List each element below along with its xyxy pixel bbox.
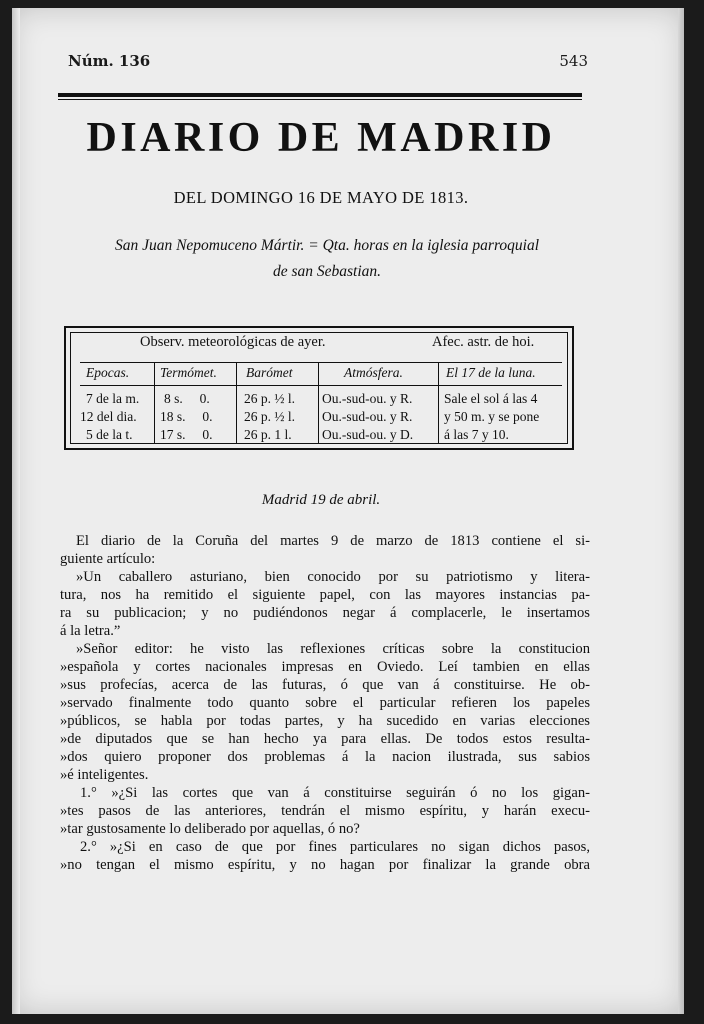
header-rule [58,93,582,97]
page-number: 543 [559,52,588,70]
saint-line-1: San Juan Nepomuceno Mártir. = Qta. horas en la iglesia parroquial [114,237,540,254]
text-line: tura, nos ha remitido el siguiente papel, con las mayores instancias pa- [60,587,590,603]
column-barometro [240,363,318,443]
newspaper-page [12,8,684,1014]
text-line: »Un caballero asturiano, bien conocido por su patriotismo y litera- [76,569,590,585]
column-header: El 17 de la luna. [446,365,536,380]
text-line: 1.° »¿Si las cortes que van á constituirse seguirán ó no los gigan- [80,785,590,801]
issue-number: Núm. 136 [68,52,151,70]
text-line: »dos quiero proponer dos problemas á la nacion ilustrada, sus sabios [60,749,590,765]
text-line: »públicos, se habla por todas partes, y ha sucedido en varias elecciones [60,713,590,729]
column-epocas [80,363,154,443]
page-gutter [12,8,20,1014]
text-line: »no tengan el mismo espíritu, y no hagan por finalizar la grande obra [60,857,590,873]
text-line: »tar gustosamente lo deliberado por aquellas, ó no? [60,821,360,837]
table-cell: 5 de la t. [86,427,133,442]
text-line: »de diputados que se han hecho ya para ellas. De todos estos resulta- [60,731,590,747]
column-header: Epocas. [86,365,130,380]
header-rule-thin [58,99,582,100]
text-line: guiente artículo: [60,551,156,567]
table-cell: Ou.-sud-ou. y R. [322,409,413,424]
text-line: El diario de la Coruña del martes 9 de marzo de 1813 contiene el si- [76,533,590,549]
table-cell: 12 del dia. [80,409,137,424]
text-line: »servado finalmente todo quanto sobre el particular refieren los papeles [60,695,590,711]
column-luna [442,363,568,443]
column-termometro [158,363,234,443]
table-cell: á las 7 y 10. [444,427,509,442]
text-line: »Señor editor: he visto las reflexiones críticas sobre la constitucion [76,641,590,657]
column-divider [318,363,319,443]
column-divider [438,363,439,443]
text-line: »tes pasos de las anteriores, tendrán el mismo espíritu, y harán execu- [60,803,590,819]
column-divider [154,363,155,443]
table-cell: 26 p. 1 l. [244,427,292,442]
table-cell: 26 p. ½ l. [244,391,296,406]
table-cell: Sale el sol á las 4 [444,391,538,406]
text-line: »sus profecías, acerca de las futuras, ó que van á constituirse. He ob- [60,677,590,693]
weather-table [64,326,574,450]
article-dateline: Madrid 19 de abril. [261,492,381,508]
text-line: »española y cortes nacionales impresas en Oviedo. Leí tambien en ellas [60,659,590,675]
table-cell: 7 de la m. [86,391,140,406]
column-header: Atmósfera. [344,365,403,380]
column-header: Termómet. [160,365,217,380]
text-line: á la letra.” [60,623,121,639]
text-line: 2.° »¿Si en caso de que por fines particulares no sigan dichos pasos, [80,839,590,855]
weather-title: Observ. meteorológicas de ayer. [140,334,326,350]
masthead-title: DIARIO DE MADRID [86,115,556,161]
saint-line-2: de san Sebastian. [272,263,382,280]
table-cell: 18 s. 0. [160,409,213,424]
table-cell: 26 p. ½ l. [244,409,296,424]
astro-title: Afec. astr. de hoi. [432,334,535,350]
table-cell: 17 s. 0. [160,427,213,442]
page-edge [678,8,684,1014]
table-cell: 8 s. 0. [164,391,210,406]
text-line: ra su publicacion; y no pudiéndonos negar á complacerle, le insertamos [60,605,590,621]
column-atmosfera [322,363,438,443]
column-header: Barómet [246,365,293,380]
article-body [60,532,590,874]
table-cell: y 50 m. y se pone [444,409,540,424]
issue-date: DEL DOMINGO 16 DE MAYO DE 1813. [173,188,469,207]
table-cell: Ou.-sud-ou. y R. [322,391,413,406]
text-line: »é inteligentes. [60,767,149,783]
saint-of-day [72,233,582,285]
column-divider [236,363,237,443]
table-cell: Ou.-sud-ou. y D. [322,427,414,442]
